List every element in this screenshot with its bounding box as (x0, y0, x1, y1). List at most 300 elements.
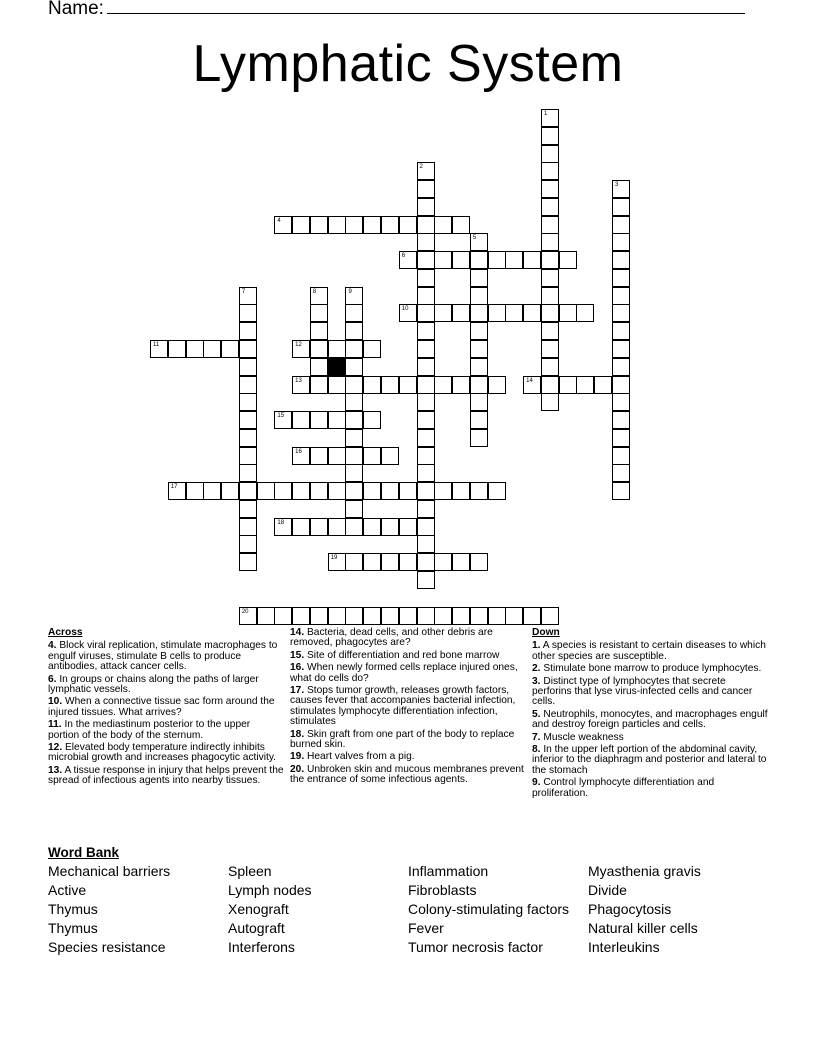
crossword-cell[interactable] (310, 447, 328, 465)
crossword-cell[interactable] (274, 411, 292, 429)
word-bank-item: Spleen (228, 863, 272, 879)
crossword-cell[interactable] (417, 340, 435, 358)
word-bank-column (408, 862, 569, 957)
crossword-cell[interactable] (417, 411, 435, 429)
crossword-cell[interactable] (363, 376, 381, 394)
crossword-cell[interactable] (239, 447, 257, 465)
clue-text: Stimulate bone marrow to produce lymphocytes. (540, 663, 762, 675)
word-bank-column (228, 862, 312, 957)
crossword-cell[interactable] (470, 358, 488, 376)
crossword-cell[interactable] (417, 571, 435, 589)
crossword-cell[interactable] (274, 482, 292, 500)
crossword-cell[interactable] (470, 251, 488, 269)
crossword-cell[interactable] (328, 216, 346, 234)
crossword-cell[interactable] (417, 553, 435, 571)
crossword-cell[interactable] (612, 216, 630, 234)
clue-number: 19. (290, 751, 305, 763)
crossword-cell[interactable] (559, 304, 577, 322)
clue-number: 13. (48, 764, 63, 776)
crossword-cell[interactable] (434, 553, 452, 571)
clue-item (532, 664, 768, 674)
crossword-cell[interactable] (594, 376, 612, 394)
crossword-cell[interactable] (363, 216, 381, 234)
crossword-cell[interactable] (274, 607, 292, 625)
clue-number-label: 2 (419, 164, 423, 171)
clue-number-label: 20 (241, 608, 249, 615)
crossword-cell[interactable] (417, 607, 435, 625)
crossword-cell[interactable] (328, 553, 346, 571)
crossword-cell[interactable] (541, 180, 559, 198)
clue-number: 17. (290, 685, 305, 697)
clue-number: 16. (290, 662, 305, 674)
crossword-cell[interactable] (505, 304, 523, 322)
crossword-cell[interactable] (381, 482, 399, 500)
crossword-cell[interactable] (310, 376, 328, 394)
crossword-cell[interactable] (399, 607, 417, 625)
crossword-cell[interactable] (417, 500, 435, 518)
crossword-cell[interactable] (452, 376, 470, 394)
crossword-cell[interactable] (381, 607, 399, 625)
clue-text: Stops tumor growth, releases growth factors, causes fever that accompanies bacterial infection, stimulates lymphocyte differentiation infection, stimulates (290, 685, 516, 728)
crossword-cell[interactable] (399, 251, 417, 269)
crossword-cell[interactable] (612, 429, 630, 447)
crossword-cell[interactable] (310, 322, 328, 340)
clue-text: Block viral replication, stimulate macrophages to engulf viruses, stimulate B cells to produce antibodies, attack cancer cells. (48, 640, 278, 673)
crossword-cell[interactable] (239, 429, 257, 447)
clue-item (532, 710, 768, 731)
crossword-cell[interactable] (345, 482, 363, 500)
crossword-cell[interactable] (417, 216, 435, 234)
crossword-cell[interactable] (345, 304, 363, 322)
across-clues-column-2 (290, 628, 528, 788)
crossword-cell[interactable] (345, 500, 363, 518)
page-title: Lymphatic System (192, 35, 624, 93)
crossword-cell[interactable] (612, 198, 630, 216)
word-bank-item: Lymph nodes (228, 882, 312, 898)
clue-number: 1. (532, 640, 541, 652)
word-bank-item: Mechanical barriers (48, 863, 171, 879)
crossword-cell[interactable] (488, 482, 506, 500)
crossword-cell[interactable] (612, 180, 630, 198)
crossword-cell[interactable] (345, 411, 363, 429)
clue-number-label: 17 (170, 484, 178, 491)
clue-text: Unbroken skin and mucous membranes prevent the entrance of some infectious agents. (290, 763, 524, 786)
clue-text: Control lymphocyte differentiation and proliferation. (532, 777, 715, 799)
crossword-cell[interactable] (345, 553, 363, 571)
crossword-cell[interactable] (612, 464, 630, 482)
clue-item (48, 641, 284, 672)
crossword-cell[interactable] (363, 518, 381, 536)
clue-item (290, 663, 528, 684)
crossword-cell[interactable] (541, 607, 559, 625)
crossword-cell[interactable] (310, 482, 328, 500)
crossword-cell[interactable] (612, 358, 630, 376)
clue-number-label: 19 (330, 555, 338, 562)
clue-number-label: 1 (543, 111, 548, 117)
clue-text: Site of differentiation and red bone marrow (304, 649, 500, 661)
crossword-cell[interactable] (239, 340, 257, 358)
clue-number-label: 4 (277, 217, 281, 224)
crossword-cell[interactable] (399, 482, 417, 500)
crossword-cell[interactable] (541, 376, 559, 394)
crossword-cell[interactable] (363, 340, 381, 358)
crossword-cell[interactable] (221, 482, 239, 500)
crossword-cell[interactable] (470, 553, 488, 571)
crossword-cell[interactable] (470, 482, 488, 500)
clue-number: 5. (532, 708, 541, 720)
crossword-cell[interactable] (417, 393, 435, 411)
clue-number-label: 14 (526, 377, 533, 384)
crossword-cell[interactable] (612, 340, 630, 358)
crossword-cell[interactable] (470, 287, 488, 305)
crossword-cell[interactable] (417, 269, 435, 287)
name-label: Name: (48, 0, 104, 19)
crossword-cell[interactable] (417, 233, 435, 251)
across-heading: Across (48, 627, 83, 638)
crossword-cell[interactable] (292, 447, 310, 465)
crossword-cell[interactable] (239, 535, 257, 553)
crossword-cell[interactable] (345, 322, 363, 340)
crossword-cell[interactable] (239, 411, 257, 429)
crossword-cell[interactable] (239, 500, 257, 518)
crossword-cell[interactable] (203, 340, 221, 358)
clue-number-label: 18 (277, 519, 285, 526)
crossword-cell[interactable] (363, 553, 381, 571)
clue-item (48, 675, 284, 696)
crossword-cell[interactable] (434, 216, 452, 234)
clue-text: Distinct type of lymphocytes that secrete perforins that lyse virus-infected cells and cancer cells. (532, 675, 753, 708)
crossword-cell[interactable] (417, 464, 435, 482)
crossword-cell[interactable] (470, 304, 488, 322)
word-bank-title: Word Bank (48, 845, 120, 860)
crossword-cell[interactable] (239, 322, 257, 340)
crossword-cell[interactable] (541, 145, 559, 163)
clue-number-label: 9 (348, 288, 352, 295)
crossword-cell[interactable] (612, 411, 630, 429)
clue-item (290, 765, 528, 786)
crossword-cell[interactable] (239, 376, 257, 394)
crossword-cell[interactable] (488, 607, 506, 625)
crossword-cell[interactable] (559, 251, 577, 269)
crossword-cell[interactable] (328, 411, 346, 429)
clue-item (290, 651, 528, 661)
crossword-cell[interactable] (399, 376, 417, 394)
crossword-cell[interactable] (434, 482, 452, 500)
word-bank-item: Fever (408, 920, 444, 936)
clue-number-label: 10 (401, 306, 409, 313)
crossword-cell[interactable] (310, 304, 328, 322)
crossword-cell[interactable] (417, 535, 435, 553)
word-bank-column (48, 862, 170, 957)
crossword-cell[interactable] (417, 304, 435, 322)
clue-number: 4. (48, 640, 57, 652)
crossword-cell[interactable] (541, 322, 559, 340)
clue-number-label: 16 (295, 448, 302, 455)
crossword-cell[interactable] (576, 376, 594, 394)
crossword-cell[interactable] (541, 340, 559, 358)
clue-text: Elevated body temperature indirectly inhibits microbial growth and increases phagocytic activity. (48, 742, 276, 764)
crossword-cell[interactable] (150, 340, 168, 358)
crossword-cell[interactable] (541, 162, 559, 180)
crossword-cell[interactable] (363, 447, 381, 465)
clue-number: 15. (290, 649, 305, 661)
crossword-cell[interactable] (523, 376, 541, 394)
clue-number-label: 7 (241, 288, 246, 295)
crossword-cell[interactable] (559, 376, 577, 394)
crossword-cell[interactable] (470, 429, 488, 447)
crossword-cell[interactable] (292, 518, 310, 536)
word-bank-item: Tumor necrosis factor (408, 939, 543, 955)
crossword-cell[interactable] (399, 216, 417, 234)
crossword-cell[interactable] (292, 340, 310, 358)
word-bank-item: Active (48, 882, 87, 898)
crossword-cell[interactable] (417, 358, 435, 376)
crossword-cell[interactable] (399, 553, 417, 571)
crossword-cell[interactable] (328, 518, 346, 536)
clue-item (532, 677, 768, 708)
crossword-cell[interactable] (523, 251, 541, 269)
crossword-cell[interactable] (488, 251, 506, 269)
crossword-cell[interactable] (541, 216, 559, 234)
clue-text: When a connective tissue sac form around the injured tissues. What arrives? (48, 696, 275, 718)
crossword-cell[interactable] (239, 607, 257, 625)
clue-number-label: 5 (472, 235, 477, 242)
crossword-cell[interactable] (612, 233, 630, 251)
crossword-cell[interactable] (452, 216, 470, 234)
crossword-cell[interactable] (221, 340, 239, 358)
crossword-cell[interactable] (541, 287, 559, 305)
crossword-cell[interactable] (186, 482, 204, 500)
crossword-cell[interactable] (239, 304, 257, 322)
word-bank-item: Autograft (228, 920, 285, 936)
crossword-cell[interactable] (168, 340, 186, 358)
word-bank-item: Phagocytosis (588, 901, 672, 917)
crossword-cell[interactable] (310, 411, 328, 429)
crossword-cell[interactable] (488, 376, 506, 394)
crossword-cell[interactable] (345, 607, 363, 625)
crossword-cell[interactable] (417, 180, 435, 198)
clue-number: 3. (532, 675, 541, 687)
word-bank-item: Fibroblasts (408, 882, 477, 898)
crossword-cell[interactable] (328, 376, 346, 394)
crossword-cell[interactable] (417, 162, 435, 180)
crossword-cell[interactable] (434, 251, 452, 269)
clue-number-label: 6 (401, 253, 406, 260)
crossword-cell[interactable] (345, 358, 363, 376)
crossword-cell[interactable] (434, 376, 452, 394)
crossword-cell[interactable] (345, 393, 363, 411)
crossword-cell[interactable] (310, 518, 328, 536)
crossword-cell[interactable] (363, 607, 381, 625)
crossword-cell[interactable] (345, 464, 363, 482)
crossword-cell[interactable] (345, 518, 363, 536)
crossword-cell[interactable] (274, 518, 292, 536)
crossword-cell[interactable] (505, 251, 523, 269)
crossword-cell[interactable] (345, 216, 363, 234)
crossword-cell[interactable] (612, 322, 630, 340)
crossword-cell[interactable] (434, 304, 452, 322)
crossword-cell[interactable] (168, 482, 186, 500)
crossword-cell[interactable] (470, 340, 488, 358)
crossword-cell[interactable] (203, 482, 221, 500)
crossword-cell[interactable] (310, 287, 328, 305)
crossword-cell[interactable] (505, 607, 523, 625)
word-bank-item: Divide (588, 882, 627, 898)
crossword-cell[interactable] (328, 607, 346, 625)
crossword-cell[interactable] (381, 518, 399, 536)
crossword-cell[interactable] (239, 482, 257, 500)
crossword-cell[interactable] (239, 518, 257, 536)
clue-number-label: 3 (615, 182, 619, 189)
clue-text: Heart valves from a pig. (304, 751, 415, 763)
crossword-cell[interactable] (612, 482, 630, 500)
crossword-cell[interactable] (381, 216, 399, 234)
word-bank-item: Interleukins (588, 939, 660, 955)
clue-item (48, 743, 284, 764)
crossword-cell[interactable] (612, 251, 630, 269)
clue-number: 12. (48, 742, 63, 754)
crossword-cell[interactable] (328, 482, 346, 500)
crossword-cell[interactable] (417, 251, 435, 269)
crossword-cell[interactable] (470, 322, 488, 340)
clue-text: Muscle weakness (540, 731, 624, 743)
crossword-cell[interactable] (541, 304, 559, 322)
crossword-cell[interactable] (541, 393, 559, 411)
crossword-cell[interactable] (470, 393, 488, 411)
across-clues-column-1 (48, 628, 284, 789)
clue-number: 6. (48, 673, 57, 685)
crossword-cell[interactable] (417, 518, 435, 536)
crossword-cell[interactable] (310, 340, 328, 358)
crossword-cell[interactable] (328, 340, 346, 358)
clue-item (290, 628, 528, 649)
word-bank-item: Xenograft (228, 901, 289, 917)
clue-number-label: 11 (153, 342, 160, 348)
clue-item (48, 720, 284, 741)
crossword-cell[interactable] (292, 376, 310, 394)
crossword-cell[interactable] (523, 304, 541, 322)
word-bank-item: Natural killer cells (588, 920, 698, 936)
crossword-cell[interactable] (345, 447, 363, 465)
clue-number: 7. (532, 731, 541, 743)
crossword-cell[interactable] (257, 482, 275, 500)
clue-number: 10. (48, 696, 63, 708)
crossword-cell[interactable] (541, 251, 559, 269)
crossword-cell[interactable] (541, 358, 559, 376)
crossword-cell[interactable] (452, 482, 470, 500)
crossword-cell[interactable] (239, 287, 257, 305)
clue-number: 18. (290, 728, 305, 740)
crossword-cell[interactable] (434, 607, 452, 625)
crossword-cell[interactable] (417, 429, 435, 447)
crossword-cell[interactable] (541, 233, 559, 251)
clue-item (532, 641, 768, 662)
crossword-cell[interactable] (488, 304, 506, 322)
crossword-cell[interactable] (292, 216, 310, 234)
crossword-cell[interactable] (310, 216, 328, 234)
crossword-cell[interactable] (399, 304, 417, 322)
word-bank-item: Myasthenia gravis (588, 863, 701, 879)
crossword-cell[interactable] (239, 393, 257, 411)
crossword-cell[interactable] (417, 287, 435, 305)
clue-number-label: 12 (295, 342, 302, 348)
crossword-cell[interactable] (292, 411, 310, 429)
crossword-cell[interactable] (292, 482, 310, 500)
crossword-cell[interactable] (523, 607, 541, 625)
crossword-cell[interactable] (541, 127, 559, 145)
crossword-cell[interactable] (541, 109, 559, 127)
crossword-cell[interactable] (452, 251, 470, 269)
clue-text: A species is resistant to certain diseases to which other species are susceptible. (532, 640, 766, 662)
clue-number: 11. (48, 719, 62, 731)
crossword-cell[interactable] (363, 482, 381, 500)
crossword-cell[interactable] (381, 553, 399, 571)
crossword-cell[interactable] (612, 376, 630, 394)
clue-number: 14. (290, 627, 305, 638)
clue-number-label: 8 (312, 288, 317, 295)
crossword-cell[interactable] (612, 287, 630, 305)
crossword-cell[interactable] (381, 447, 399, 465)
crossword-cell[interactable] (257, 607, 275, 625)
crossword-cell[interactable] (417, 447, 435, 465)
crossword-cell[interactable] (345, 429, 363, 447)
crossword-cell[interactable] (310, 607, 328, 625)
crossword-cell[interactable] (541, 198, 559, 216)
crossword-cell[interactable] (363, 411, 381, 429)
crossword-cell[interactable] (452, 553, 470, 571)
clue-item (48, 697, 284, 718)
crossword-cell[interactable] (452, 607, 470, 625)
crossword-cell[interactable] (345, 287, 363, 305)
crossword-cell[interactable] (328, 447, 346, 465)
crossword-cell[interactable] (470, 269, 488, 287)
crossword-cell[interactable] (345, 376, 363, 394)
crossword-cell[interactable] (417, 198, 435, 216)
crossword-cell[interactable] (612, 393, 630, 411)
crossword-cell[interactable] (541, 269, 559, 287)
crossword-cell[interactable] (612, 269, 630, 287)
crossword-cell[interactable] (292, 607, 310, 625)
crossword-cell[interactable] (417, 322, 435, 340)
crossword-cell[interactable] (310, 358, 328, 376)
crossword-cell[interactable] (576, 304, 594, 322)
crossword-cell[interactable] (399, 518, 417, 536)
crossword-cell[interactable] (470, 233, 488, 251)
clue-item (532, 733, 768, 743)
crossword-cell[interactable] (612, 304, 630, 322)
crossword-cell[interactable] (452, 304, 470, 322)
crossword-cell[interactable] (470, 411, 488, 429)
crossword-cell[interactable] (239, 358, 257, 376)
crossword-cell[interactable] (381, 376, 399, 394)
crossword-cell[interactable] (239, 464, 257, 482)
crossword-cell[interactable] (417, 482, 435, 500)
crossword-cell[interactable] (417, 376, 435, 394)
crossword-cell[interactable] (470, 607, 488, 625)
crossword-cell[interactable] (470, 376, 488, 394)
crossword-cell[interactable] (186, 340, 204, 358)
word-bank-item: Interferons (228, 939, 295, 955)
down-heading: Down (532, 627, 560, 638)
crossword-cell[interactable] (239, 553, 257, 571)
crossword-cell[interactable] (274, 216, 292, 234)
clue-number-label: 13 (295, 377, 302, 384)
clue-item (48, 766, 284, 787)
crossword-cell[interactable] (345, 340, 363, 358)
clue-number: 20. (290, 763, 305, 775)
crossword-cell[interactable] (612, 447, 630, 465)
word-bank-item: Thymus (48, 920, 98, 936)
